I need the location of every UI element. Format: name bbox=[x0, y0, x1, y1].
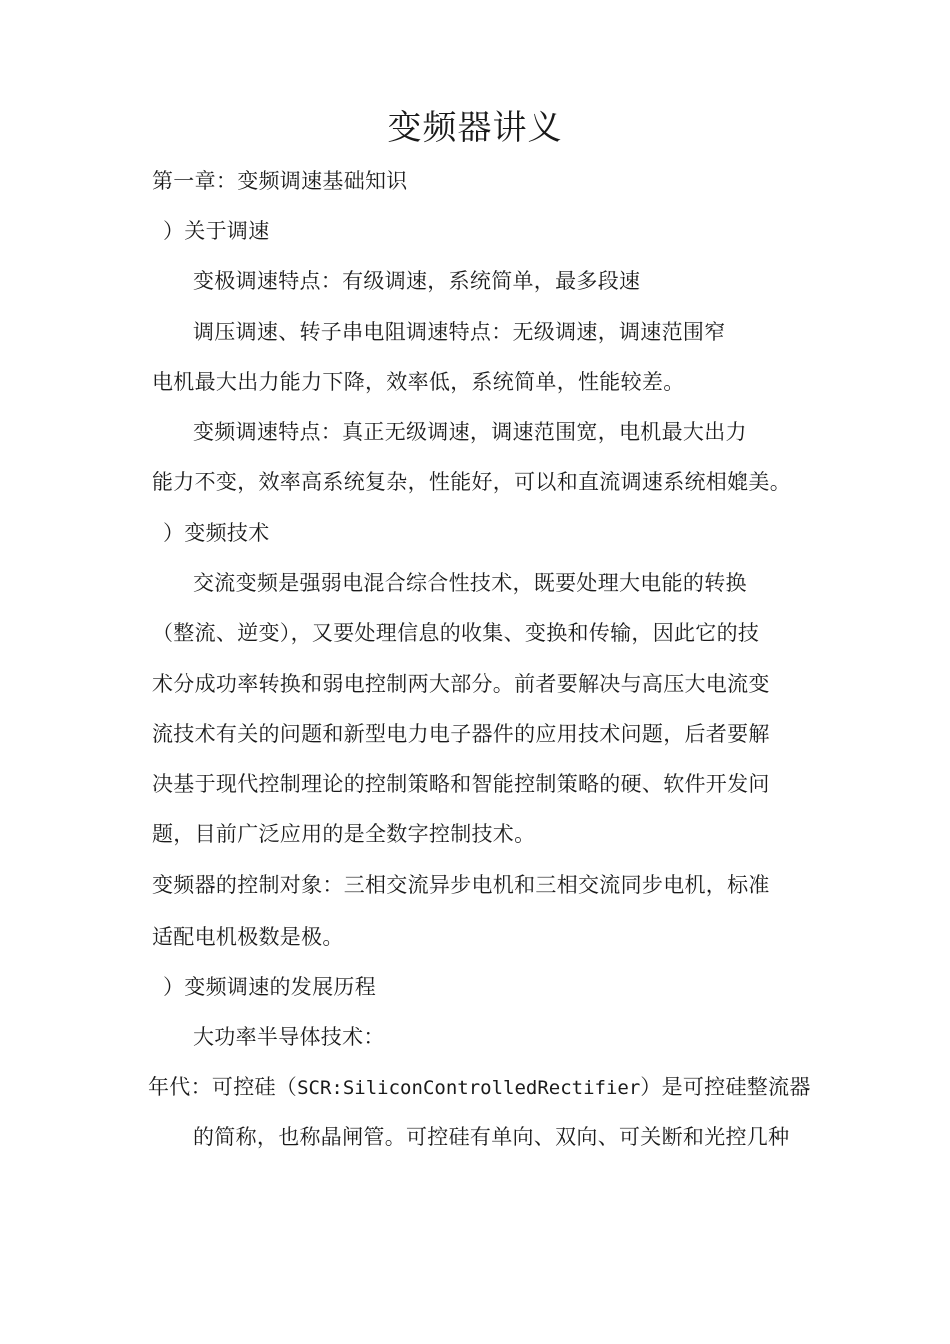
paragraph-line: 流技术有关的问题和新型电力电子器件的应用技术问题，后者要解 bbox=[152, 722, 770, 746]
paragraph-line: 变频器的控制对象：三相交流异步电机和三相交流同步电机，标准 bbox=[152, 873, 770, 897]
scr-line-suffix: ）是可控硅整流器 bbox=[640, 1075, 811, 1099]
paragraph-line: 能力不变，效率高系统复杂，性能好，可以和直流调速系统相媲美。 bbox=[152, 470, 791, 494]
paragraph-line: 题，目前广泛应用的是全数字控制技术。 bbox=[152, 822, 536, 846]
paragraph-line: 调压调速、转子串电阻调速特点：无级调速，调速范围窄 bbox=[193, 320, 726, 344]
paragraph-line: 电机最大出力能力下降，效率低，系统简单，性能较差。 bbox=[152, 370, 685, 394]
paragraph-line: 的简称，也称晶闸管。可控硅有单向、双向、可关断和光控几种 bbox=[193, 1125, 790, 1149]
scr-line-prefix: 年代：可控硅（ bbox=[148, 1075, 298, 1099]
chapter-heading: 第一章：变频调速基础知识 bbox=[152, 169, 408, 193]
paragraph-line: 术分成功率转换和弱电控制两大部分。前者要解决与高压大电流变 bbox=[152, 672, 770, 696]
paragraph-line: 大功率半导体技术： bbox=[193, 1025, 385, 1049]
paragraph-line: 适配电机极数是极。 bbox=[152, 925, 344, 949]
paragraph-line: 变极调速特点：有级调速，系统简单，最多段速 bbox=[193, 269, 641, 293]
scr-code-term: SCR:SiliconControlledRectifier bbox=[297, 1077, 641, 1099]
section-heading-vfd-technology: ）变频技术 bbox=[163, 521, 270, 545]
paragraph-line: 变频调速特点：真正无级调速，调速范围宽，电机最大出力 bbox=[193, 420, 747, 444]
paragraph-line: 决基于现代控制理论的控制策略和智能控制策略的硬、软件开发问 bbox=[152, 772, 770, 796]
section-heading-speed-control: ）关于调速 bbox=[163, 219, 270, 243]
paragraph-line: （整流、逆变），又要处理信息的收集、变换和传输，因此它的技 bbox=[152, 621, 760, 645]
paragraph-line-scr bbox=[148, 1073, 811, 1102]
section-heading-vfd-history: ）变频调速的发展历程 bbox=[163, 975, 376, 999]
document-title: 变频器讲义 bbox=[387, 108, 563, 148]
paragraph-line: 交流变频是强弱电混合综合性技术，既要处理大电能的转换 bbox=[193, 571, 747, 595]
